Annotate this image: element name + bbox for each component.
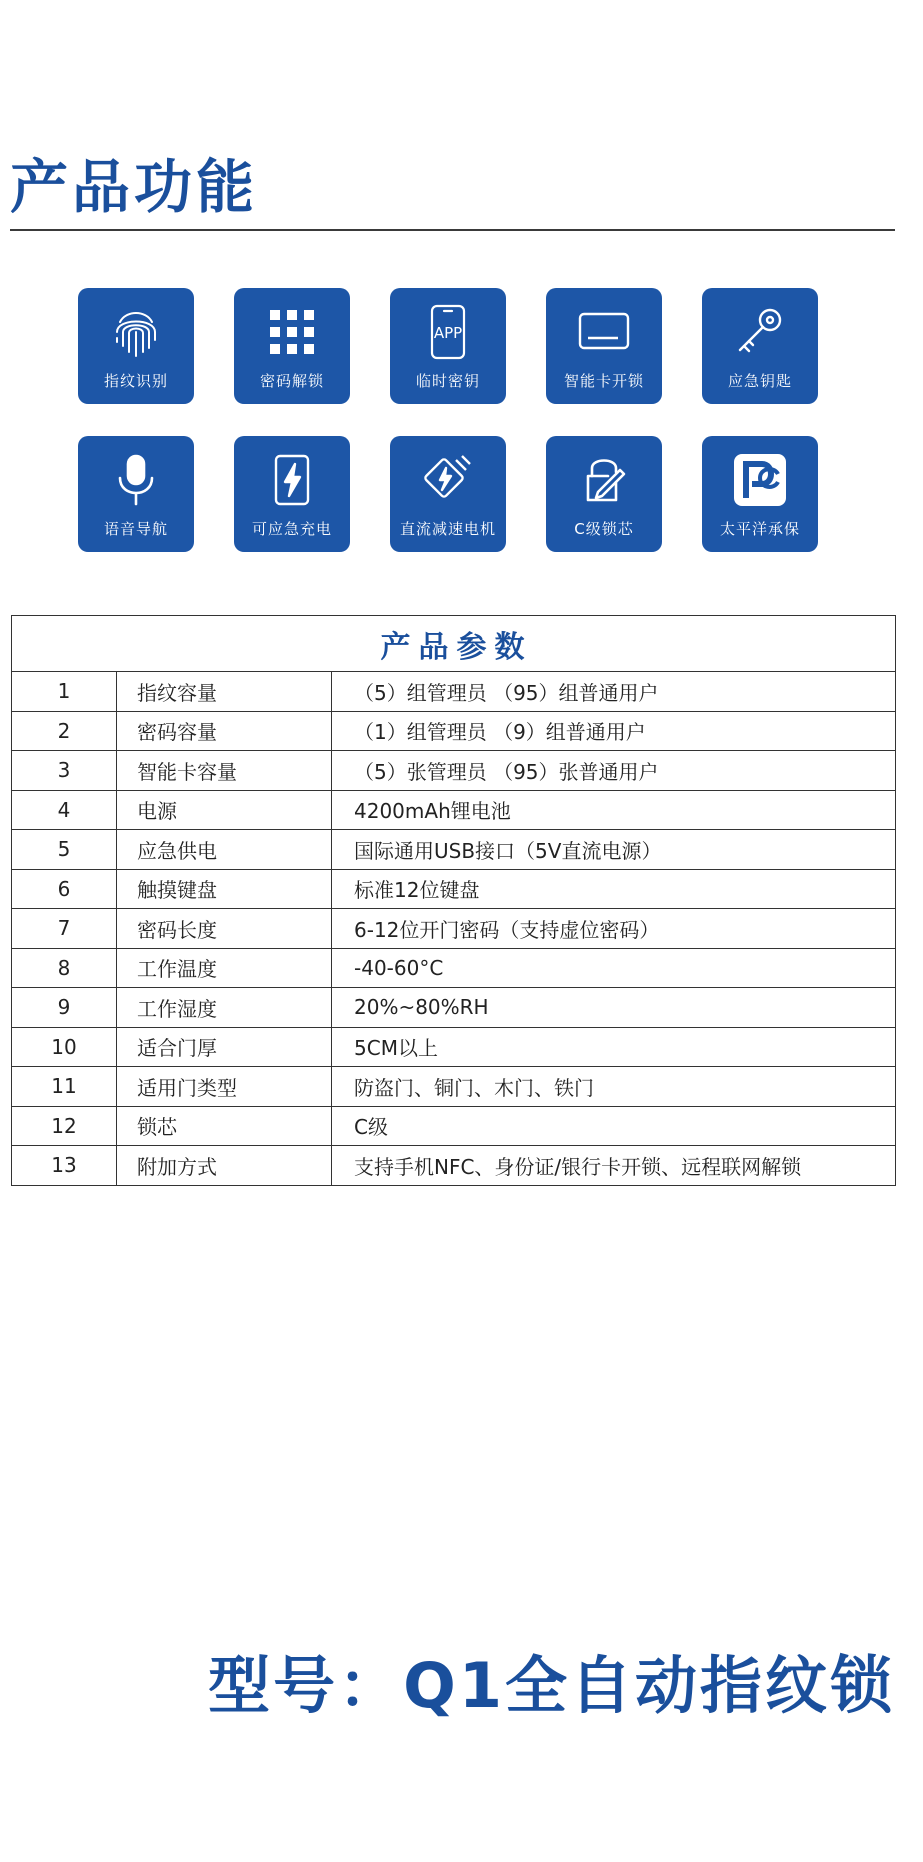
table-row	[12, 790, 896, 830]
microphone-icon	[106, 450, 166, 510]
product-params-table	[11, 615, 896, 1186]
feature-app	[390, 288, 506, 404]
feature-motor	[390, 436, 506, 552]
motor-icon	[418, 450, 478, 510]
param-name: 附加方式	[117, 1146, 332, 1186]
row-number: 7	[12, 909, 117, 949]
feature-insurance	[702, 436, 818, 552]
table-row	[12, 948, 896, 988]
row-number: 1	[12, 672, 117, 712]
feature-label: 密码解锁	[259, 372, 324, 390]
feature-emergency-charge	[234, 436, 350, 552]
table-row	[12, 869, 896, 909]
param-name: 智能卡容量	[117, 751, 332, 791]
param-name: 指纹容量	[117, 672, 332, 712]
param-name: 锁芯	[117, 1106, 332, 1146]
param-value: （5）组管理员 （95）组普通用户	[332, 672, 896, 712]
table-row	[12, 1106, 896, 1146]
table-row	[12, 1067, 896, 1107]
feature-label: 应急钥匙	[727, 372, 792, 390]
param-name: 适用门类型	[117, 1067, 332, 1107]
feature-label: 可应急充电	[251, 520, 332, 538]
title-divider	[10, 229, 895, 231]
table-header-row	[12, 616, 896, 672]
model-title: 型号：Q1全自动指纹锁	[208, 1649, 895, 1722]
section-title: 产品功能	[10, 153, 259, 221]
param-value: （5）张管理员 （95）张普通用户	[332, 751, 896, 791]
table-row	[12, 909, 896, 949]
param-value: （1）组管理员 （9）组普通用户	[332, 711, 896, 751]
param-name: 电源	[117, 790, 332, 830]
row-number: 13	[12, 1146, 117, 1186]
feature-fingerprint	[78, 288, 194, 404]
param-name: 密码长度	[117, 909, 332, 949]
row-number: 3	[12, 751, 117, 791]
row-number: 4	[12, 790, 117, 830]
feature-label: 直流减速电机	[399, 520, 496, 538]
param-name: 密码容量	[117, 711, 332, 751]
table-title: 产品参数	[12, 616, 896, 672]
param-value: 防盗门、铜门、木门、铁门	[332, 1067, 896, 1107]
row-number: 10	[12, 1027, 117, 1067]
row-number: 5	[12, 830, 117, 870]
card-icon	[574, 302, 634, 362]
power-bank-icon	[262, 450, 322, 510]
feature-voice	[78, 436, 194, 552]
param-value: 20%~80%RH	[332, 988, 896, 1028]
param-value: 支持手机NFC、身份证/银行卡开锁、远程联网解锁	[332, 1146, 896, 1186]
param-name: 应急供电	[117, 830, 332, 870]
feature-grid	[78, 288, 838, 552]
key-icon	[730, 302, 790, 362]
param-value: 标准12位键盘	[332, 869, 896, 909]
feature-label: 指纹识别	[103, 372, 168, 390]
row-number: 12	[12, 1106, 117, 1146]
param-name: 适合门厚	[117, 1027, 332, 1067]
param-name: 触摸键盘	[117, 869, 332, 909]
param-value: 6-12位开门密码（支持虚位密码）	[332, 909, 896, 949]
feature-label: 智能卡开锁	[563, 372, 644, 390]
param-name: 工作温度	[117, 948, 332, 988]
table-row	[12, 672, 896, 712]
feature-label: 临时密钥	[415, 372, 480, 390]
row-number: 6	[12, 869, 117, 909]
feature-keypad	[234, 288, 350, 404]
app-phone-icon	[418, 302, 478, 362]
feature-label: C级锁芯	[574, 520, 634, 538]
param-value: 国际通用USB接口（5V直流电源）	[332, 830, 896, 870]
table-row	[12, 1027, 896, 1067]
row-number: 9	[12, 988, 117, 1028]
param-value: 4200mAh锂电池	[332, 790, 896, 830]
feature-label: 太平洋承保	[719, 520, 800, 538]
table-row	[12, 830, 896, 870]
table-row	[12, 711, 896, 751]
table-row	[12, 1146, 896, 1186]
lock-cylinder-icon	[574, 450, 634, 510]
row-number: 8	[12, 948, 117, 988]
feature-lock-cylinder	[546, 436, 662, 552]
param-value: -40-60°C	[332, 948, 896, 988]
table-row	[12, 751, 896, 791]
table-row	[12, 988, 896, 1028]
param-value: 5CM以上	[332, 1027, 896, 1067]
fingerprint-icon	[106, 302, 166, 362]
feature-card	[546, 288, 662, 404]
table-body	[12, 672, 896, 1186]
param-name: 工作湿度	[117, 988, 332, 1028]
feature-label: 语音导航	[103, 520, 168, 538]
keypad-icon	[262, 302, 322, 362]
app-text: APP	[433, 324, 463, 342]
insurance-logo-icon	[730, 450, 790, 510]
param-value: C级	[332, 1106, 896, 1146]
row-number: 2	[12, 711, 117, 751]
feature-key	[702, 288, 818, 404]
row-number: 11	[12, 1067, 117, 1107]
